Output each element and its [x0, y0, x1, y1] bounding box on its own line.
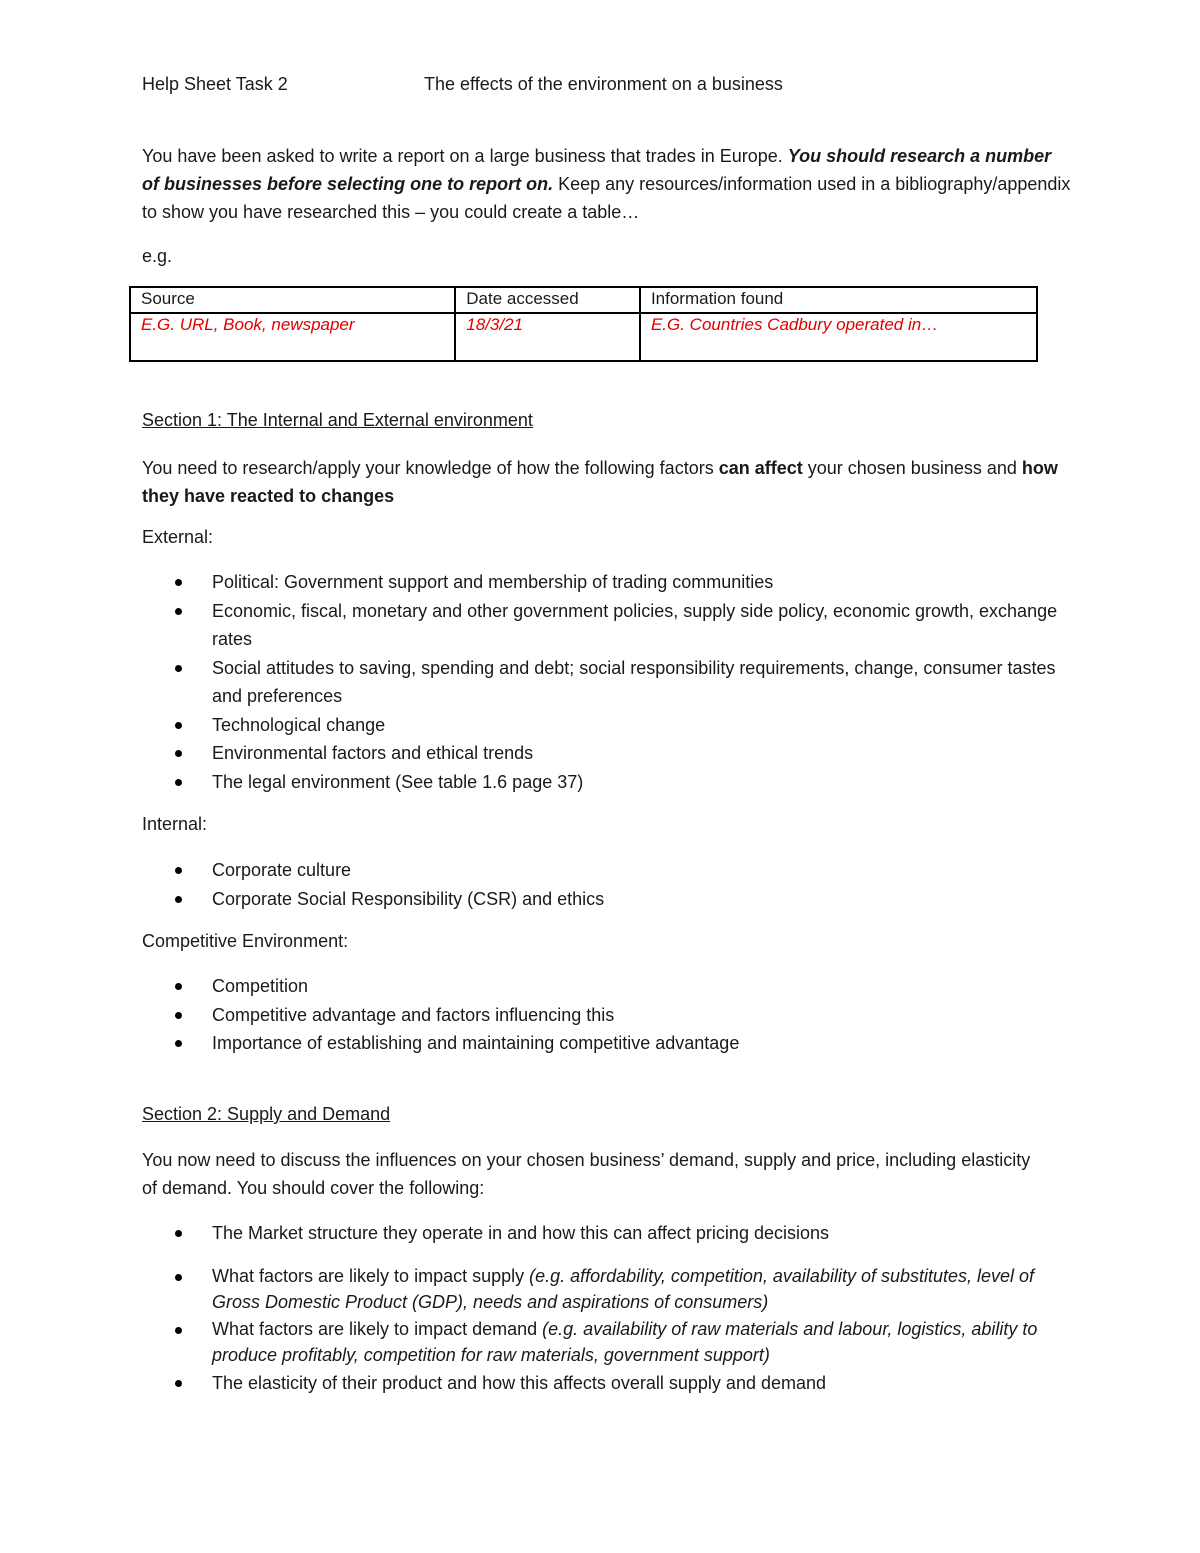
section2-list [142, 1219, 1062, 1397]
list-item: Corporate Social Responsibility (CSR) and ethics [142, 885, 1102, 914]
list-item: The elasticity of their product and how this affects overall supply and demand [142, 1369, 1062, 1398]
section2-intro: You now need to discuss the influences on your chosen business’ demand, supply and price, including elasticity of demand. You should cover the following: [142, 1150, 1031, 1198]
internal-list [142, 856, 1102, 913]
list-item [142, 1316, 1062, 1369]
competitive-label: Competitive Environment: [142, 931, 349, 951]
supply-item-examples: (e.g. affordability, competition, availability of substitutes, level of Gross Domestic Product (GDP), needs and aspirations of consumers) [212, 1265, 1035, 1312]
list-item: Economic, fiscal, monetary and other government policies, supply side policy, economic growth, exchange rates [142, 597, 1062, 654]
table-header-row [130, 287, 1037, 313]
list-item: Environmental factors and ethical trends [142, 739, 1062, 768]
table-row [130, 313, 1037, 361]
external-list [142, 568, 1062, 796]
competitive-list [142, 972, 1102, 1058]
table-header-date: Date accessed [455, 287, 640, 313]
intro-emphasis: You should research a number of businesses before selecting one to report on. [142, 146, 1052, 194]
section1-intro-text-a: You need to research/apply your knowledge of how the following factors [142, 458, 719, 478]
section2-title: Section 2: Supply and Demand [142, 1104, 391, 1124]
table-header-source: Source [130, 287, 455, 313]
list-item: Social attitudes to saving, spending and debt; social responsibility requirements, change, consumer tastes and preferences [142, 654, 1062, 711]
header-title: The effects of the environment on a business [424, 74, 783, 94]
section1-intro-bold-b: can affect [718, 458, 803, 478]
demand-item-text: What factors are likely to impact demand [212, 1318, 543, 1339]
section1-intro-bold-d: how they have reacted to changes [142, 458, 1058, 506]
header-task-label: Help Sheet Task 2 [142, 74, 288, 94]
list-item: Competitive advantage and factors influencing this [142, 1001, 1102, 1030]
section1-title: Section 1: The Internal and External environment [142, 410, 533, 430]
table-cell-source: E.G. URL, Book, newspaper [130, 313, 455, 361]
external-label: External: [142, 527, 214, 547]
table-cell-date: 18/3/21 [455, 313, 640, 361]
list-item: Political: Government support and membership of trading communities [142, 568, 1062, 597]
list-item: Importance of establishing and maintaining competitive advantage [142, 1029, 1102, 1058]
list-item: Competition [142, 972, 1102, 1001]
supply-item-text: What factors are likely to impact supply [212, 1265, 530, 1286]
demand-item-examples: (e.g. availability of raw materials and labour, logistics, ability to produce profitably, competition for raw materials, government support) [212, 1318, 1038, 1365]
list-item: Corporate culture [142, 856, 1102, 885]
intro-text-2: Keep any resources/information used in a bibliography/appendix to show you have researched this – you could create a table… [142, 174, 1071, 222]
intro-text-1: You have been asked to write a report on a large business that trades in Europe. [142, 146, 788, 166]
intro-paragraph [142, 142, 1072, 226]
list-item: Technological change [142, 711, 1062, 740]
list-item: The legal environment (See table 1.6 page 37) [142, 768, 1062, 797]
list-item [142, 1263, 1062, 1316]
internal-label: Internal: [142, 814, 208, 834]
table-cell-info: E.G. Countries Cadbury operated in… [640, 313, 1037, 361]
research-table [129, 286, 1038, 362]
table-header-info: Information found [640, 287, 1037, 313]
section1-intro-text-c: your chosen business and [802, 458, 1022, 478]
list-item: The Market structure they operate in and how this can affect pricing decisions [142, 1219, 1062, 1248]
eg-label: e.g. [142, 246, 173, 266]
section1-intro [142, 454, 1072, 510]
